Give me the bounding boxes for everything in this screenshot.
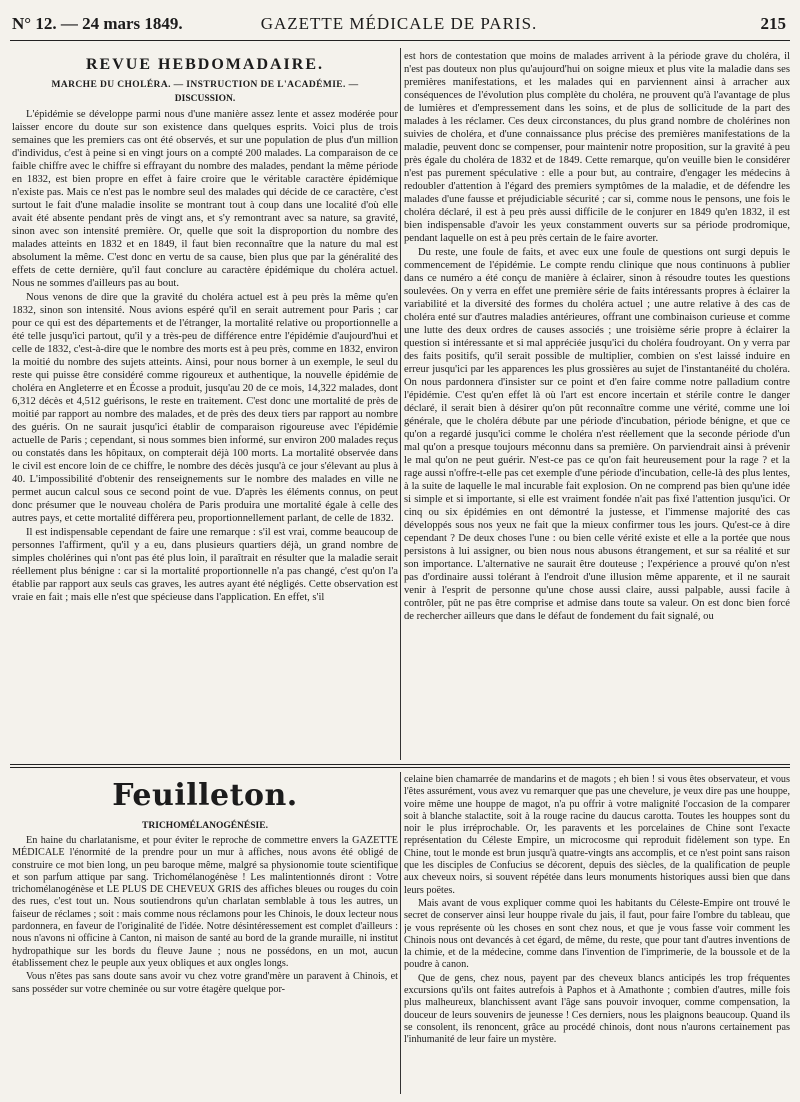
revue-paragraph: L'épidémie se développe parmi nous d'une manière assez lente et assez modérée pour laisser encore du doute sur son existence dans quelques esprits. Voici plus de trois semaines que les premiers cas ont été observés, et sur une population de plus d'un million d'individus, c'est à peine si en vingt jours on a compté 200 malades. La comparaison de ce faible chiffre avec le chiffre si effrayant du nombre des malades, pendant la même période en 1832, est bien propre en effet à faire croire que le véritable caractère épidémique n'existe pas. Mais ce n'est pas le nombre seul des malades qui décide de ce caractère, c'est surtout le fait d'une maladie insolite se montrant tout à coup dans une localité d'où elle avait été absente pendant près de vingt ans, et s'y remontrant avec sa nature, sa gravité, sinon avec son intensité première. Or, quelle que soit la disproportion du nombre des malades atteints en 1832 et en 1849, il faut bien reconnaître que la nature du mal est absolument la même. C'est donc en vertu de sa cause, bien plus que par la généralité des effets de cette dernière, qu'il faut conclure au caractère épidémique du choléra actuel. Nous ne sommes d'ailleurs pas au bout. [12, 109, 398, 289]
journal-title: GAZETTE MÉDICALE DE PARIS. [260, 14, 538, 33]
revue-left-column [12, 48, 398, 760]
revue-paragraph: est hors de contestation que moins de malades arrivent à la période grave du choléra, il n'est pas douteux non plus qu'aujourd'hui on soigne mieux et plus vite la maladie dans ses premières manifestations, et les malades qui en parviennent ainsi à arracher aux conséquences de l'évolution plus complète du choléra, ne prouvent qu'à l'avantage de plus de lumières et d'empressement dans les soins, et de plus de sollicitude de la part des malades à les réclamer. Ces deux circonstances, du plus grand nombre de cholérines non suivies de choléra, et d'une connaissance plus précise des premières manifestations de la maladie, peuvent donc se compenser, pour maintenir notre proposition, sur la gravité à peu près égale du choléra de 1832 et de 1849. Cette remarque, qu'on veuille bien le considérer n'est pas purement spéculative : elle a pour but, au contraire, d'engager les médecins à redoubler d'attention à l'égard des premiers symptômes de la maladie, et de défendre les malades d'une fausse et préjudiciable sécurité ; car si, comme nous le pensons, une fois le choléra déclaré, il est à peu près aussi difficile de le conjurer en 1849 qu'en 1832, il est bien indispensable d'avoir les yeux constamment ouverts sur sa période prodromique, pendant laquelle on est à peu près certain de le faire avorter. [404, 51, 790, 244]
issue-date: N° 12. — 24 mars 1849. [12, 14, 183, 33]
feuilleton-left-column [12, 774, 398, 1094]
feuilleton-right-column [404, 774, 790, 1094]
revue-heading: REVUE HEBDOMADAIRE. [85, 56, 324, 73]
column-divider-bottom [400, 772, 401, 1094]
section-rule [10, 764, 790, 765]
feuilleton-heading: Feuilleton. [112, 778, 298, 813]
column-divider-top [400, 48, 401, 760]
revue-paragraph: Du reste, une foule de faits, et avec eux une foule de questions ont surgi depuis le commencement de l'épidémie. Le compte rendu clinique que nous continuons à publier dans ce numéro a été conçu de manière à éclairer, sinon à résoudre toutes les questions soulevées. On y verra en effet une première série de faits intéressants propres à éclairer la variabilité et la diversité des formes du choléra actuel ; une autre relative à des cas de choléra enté sur d'autres maladies antérieures, offrant une combinaison curieuse et comme une lutte des deux ordres de causes associés ; une troisième série propre à éclairer la question si intéressante et si mal appréciée jusqu'ici du choléra foudroyant. On y verra par des faits positifs, qu'il serait possible de multiplier, combien on s'est laissé induire en erreur jusqu'ici par les apparences les plus grossières au sujet de l'instantanéité du choléra. On nous pardonnera d'insister sur ce point et d'en faire comme notre palladium contre l'épidémie. C'est qu'en effet là où l'art est encore incertain et stérile contre le danger déclaré, il serait bien à désirer qu'on pût reconnaître comme une vérité, comme une loi générale, que le choléra débute par une période d'incubation, période bénigne, et que ce qu'on a regardé jusqu'ici comme le choléra n'est réellement que la seconde période d'un mal qu'on a presque toujours méconnu dans sa première. On parviendrait ainsi à prévenir le mal qu'on ne peut guérir. N'est-ce pas ce qu'on fait heureusement pour la rage ? et la rage aussi n'offre-t-elle pas cet exemple d'une période d'incubation, celle-là des plus lentes, à la suite de laquelle le mal incurable fait explosion. On ne comprend pas bien qu'une idée si simple et si importante, si elle est vraiment fondée n'ait pas fixé l'attention jusqu'ici. Or cinq ou six épidémies en ont démontré la justesse, et l'immense majorité des cas développés sous nos yeux ne fait que la mieux confirmer tous les jours. Qu'est-ce à dire cependant ? De deux choses l'une : ou bien celle vérité existe et elle a la portée que nous persistons à lui assigner, ou bien nous nous abusons étrangement, et sur sa réalité et sur son importance. L'alternative ne saurait être douteuse ; l'expérience a prouvé qu'on n'est pas d'ordinaire aussi tolérant à l'endroit d'une illusion même apparente, et il ne saurait venir à l'esprit de personne qu'une chose aussi claire, aussi palpable, aussi facile à contrôler, pût ne pas être comprise et admise dans toute sa valeur. On est donc bien forcé de rechercher ailleurs que dans le défaut de fondement du fait signalé, ou [404, 247, 790, 622]
feuilleton-paragraph: celaine bien chamarrée de mandarins et de magots ; eh bien ! si vous êtes observateur, et vous l'êtes assurément, vous avez vu remarquer que pas une chevelure, je veux dire pas une houppe, voire même une houppe de magot, n'a pu offrir à votre malignité l'occasion de la comparer soit à blanche stalactite, soit à la rouge racine du daucus carotta. Toutes les houppes sont du noir le plus irréprochable. Or, les paravents et les porcelaines de Chine sont l'exacte représentation du Céleste Empire, un microcosme qui reproduit fidèlement son type. En Chine, tout le monde est brun jusqu'à quatre-vingts ans accomplis, et ce n'est point sans raison que les disciples de Confucius se décorent, depuis des siècles, de la qualification de peuple aux cheveux noirs, si souvent répétée dans leurs monuments historiques aussi bien que dans leurs poëtes. [404, 774, 790, 896]
feuilleton-paragraph: Vous n'êtes pas sans doute sans avoir vu chez votre grand'mère un paravent à Chinois, et sans posséder sur votre cheminée ou sur votre étagère quelque por- [12, 971, 398, 995]
page-number: 215 [760, 14, 786, 33]
revue-subheading-2: DISCUSSION. [174, 94, 236, 104]
section-rule-double [10, 767, 790, 768]
revue-subheading: MARCHE DU CHOLÉRA. — INSTRUCTION DE L'ACADÉMIE. — [51, 80, 359, 90]
revue-right-column [404, 50, 790, 760]
feuilleton-paragraph: Que de gens, chez nous, payent par des cheveux blancs anticipés les trop fréquentes excursions qu'ils ont faites autrefois à Paphos et à Amathonte ; combien d'autres, mille fois plus malheureux, blanchissent avant l'âge sans pouvoir invoquer, comme compensation, la douceur de leurs souvenirs de jeunesse ! Ces derniers, nous les plaignons beaucoup. Quand ils se consolent, ils renoncent, grâce au procédé chinois, dont nous n'aurons certainement pas l'inhumanité de leur faire un mystère. [404, 972, 790, 1046]
feuilleton-paragraph: Mais avant de vous expliquer comme quoi les habitants du Céleste-Empire ont trouvé le secret de conserver ainsi leur houppe rivale du jais, il faut, pour faire l'ombre du tableau, que je vous représente où les choses en sont chez nous, et que je vous fasse voir comment les Chinois nous ont devancés à cet égard, de même, du reste, que pour tant d'autres inventions de la chimie, et de la médecine, comme dans l'invention de l'imprimerie, de la boussole et de la poudre à canon. [404, 897, 790, 971]
revue-paragraph: Il est indispensable cependant de faire une remarque : s'il est vrai, comme beaucoup de personnes l'affirment, qu'il y a eu, dans plusieurs quartiers déjà, un grand nombre de simples cholérines qui n'ont pas été plus loin, il paraîtrait en résulter que la maladie serait réellement plus bénigne : car si la mortalité proportionnelle n'a pas changé, c'est qu'on l'a établie par rapport aux seuls cas graves, les autres ayant été négligés. Cette observation est vraie en fait ; mais elle n'est que spécieuse dans l'application. En effet, s'il [12, 527, 398, 603]
header-rule [10, 40, 790, 41]
feuilleton-title: TRICHOMÉLANOGÉNÉSIE. [142, 821, 268, 831]
page-header [12, 14, 786, 42]
revue-paragraph: Nous venons de dire que la gravité du choléra actuel est à peu près la même qu'en 1832, sinon son intensité. Nous avions espéré qu'il en serait autrement pour Paris ; car pour ce qui est des départements et de l'étranger, la mortalité relative ou proportionnelle a été telle jusqu'ici partout, qu'il y a très-peu de différence entre l'épidémie d'aujourd'hui et celle de 1832, c'est-à-dire que le nombre des morts est à peu près, comme en 1832, environ la moitié du nombre des sujets atteints. Ainsi, pour nous borner à un exemple, le seul du reste qui puisse être considéré comme rigoureux et authentique, la nouvelle épidémie de choléra en Angleterre et en Écosse a produit, jusqu'au 20 de ce mois, 14,322 malades, dont 6,312 décès et 4,512 guérisons, le reste en traitement. C'est donc une mortalité de près de moitié par rapport au nombre des malades, et de près des deux tiers par rapport au nombre des guéris. On ne saurait jusqu'ici établir de comparaison rigoureuse avec l'épidémie actuelle de Paris ; cependant, si nous sommes bien informé, sur environ 200 malades reçus ou constatés dans les hôpitaux, on compterait déjà 100 morts. La mortalité observée dans le civil est encore loin de ce chiffre, le nombre des décès jusqu'à ce jour s'élevant au plus à 40. L'impossibilité d'obtenir des renseignements sur le nombre des malades en ville ne permet aucun calcul sous ce second point de vue. D'après les éléments connus, on peut donc présumer que le nouveau choléra de Paris produira une mortalité égale à celle des autres pays, et cette mortalité différera peu, proportionnellement parlant, de celle de 1832. [12, 292, 398, 524]
feuilleton-paragraph: En haine du charlatanisme, et pour éviter le reproche de commettre envers la GAZETTE MÉDICALE l'énormité de la prendre pour un mur à affiches, nous avons été obligé de construire ce mot bien long, un peu baroque même, malgré sa physionomie toute scientifique et son parfum attique par sang. Trichomélanogénèse ! Les malintentionnés diront : Votre trichomélanogénèse et LE PLUS DE CHEVEUX GRIS des affiches bleues ou rouges du coin des rues, c'est tout un. Nous soutiendrons qu'un charlatan semblable à tous les autres, un faiseur de réclames ; soit : mais comme nous réclamons pour les Chinois, le doux lecteur nous pardonnera, en faveur de l'originalité de l'idée. Notre désintéressement est complet d'ailleurs : nous n'avons ni officine à Canton, ni maison de santé au bord de la grande muraille, ni institut hydropathique sur les bords du fleuve Jaune ; nous ne possédons, en un mot, aucun établissement chez le peuple aux yeux obliques et aux ongles longs. [12, 835, 398, 969]
